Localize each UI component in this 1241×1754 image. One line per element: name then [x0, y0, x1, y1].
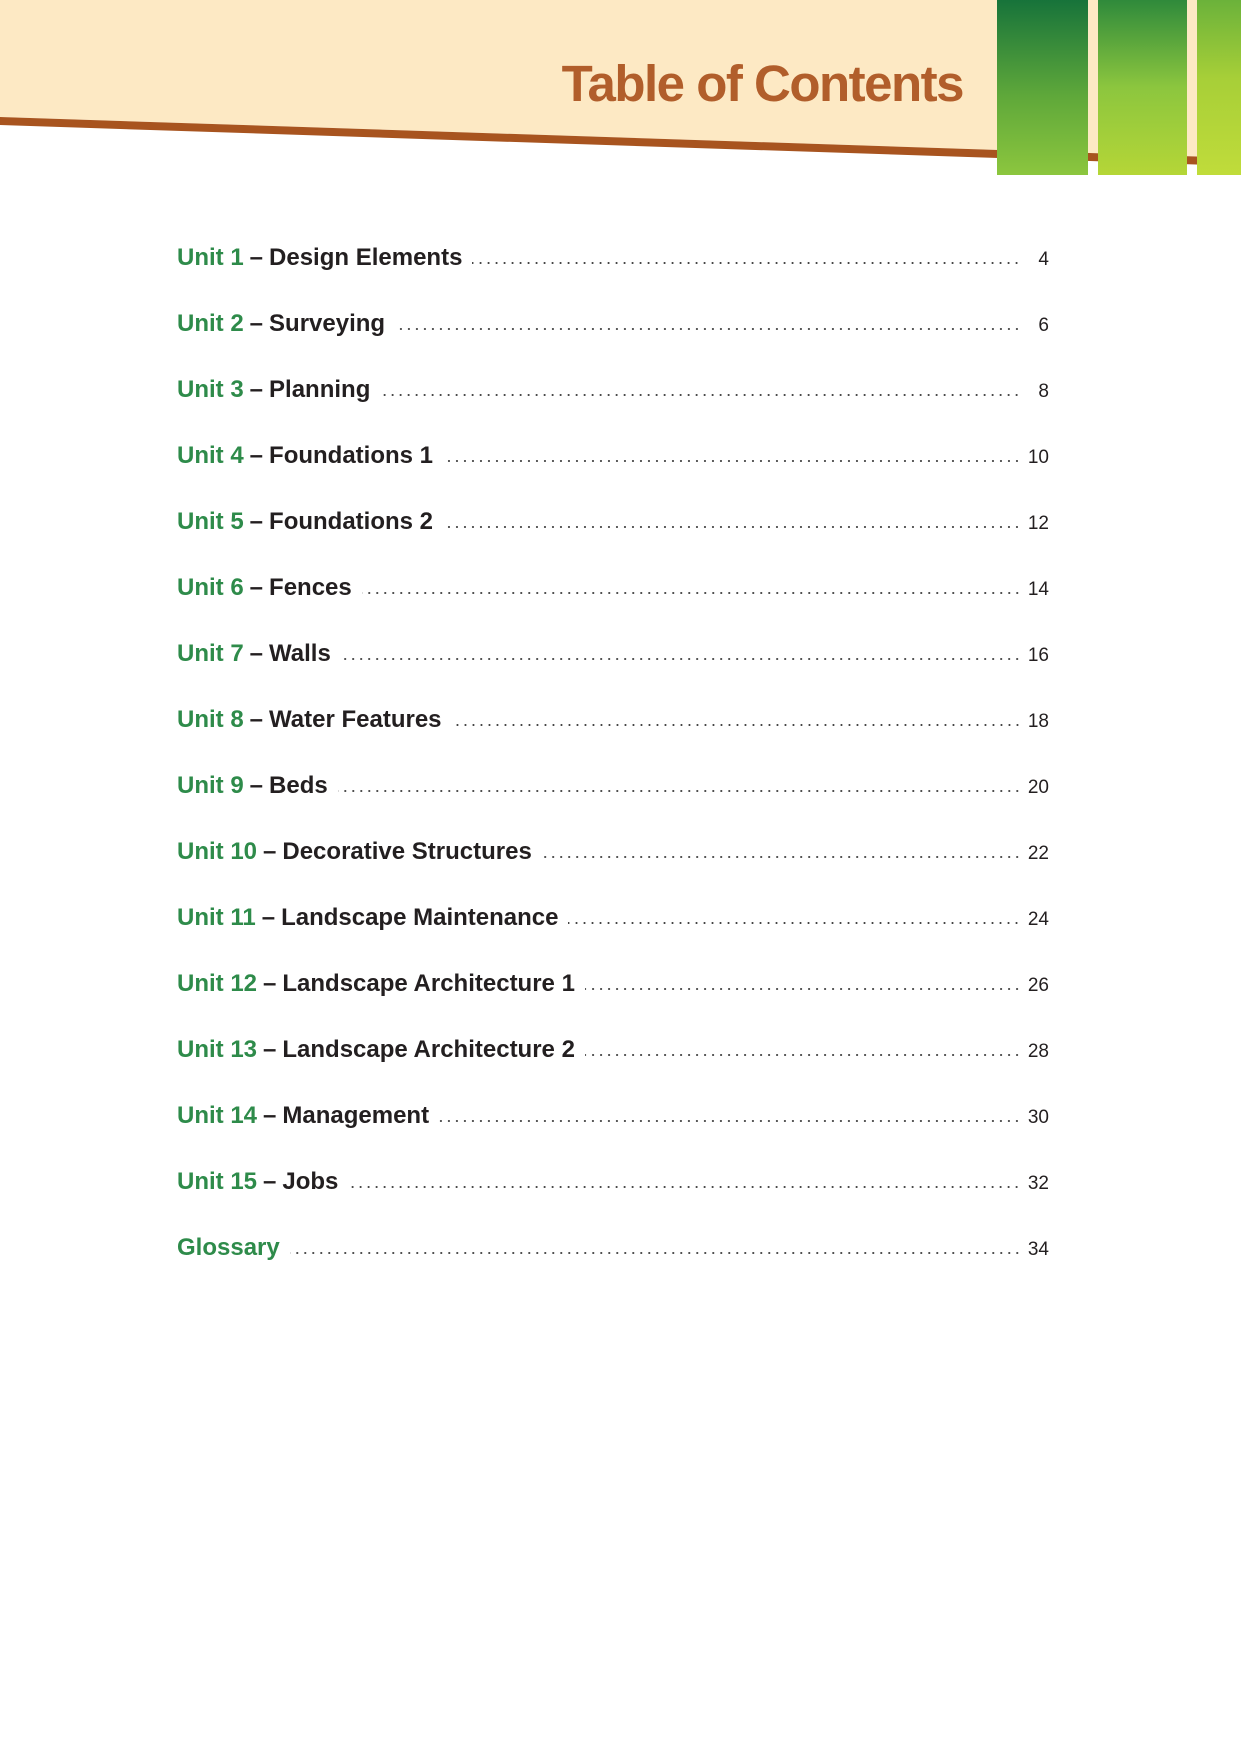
toc-page-number: 16 — [1027, 645, 1049, 666]
toc-entry-title: Landscape Maintenance — [281, 904, 559, 931]
toc-entry[interactable] — [177, 1102, 1049, 1168]
toc-unit-label: Unit 3 — [177, 376, 244, 403]
toc-entry[interactable] — [177, 574, 1049, 640]
toc-entry[interactable] — [177, 970, 1049, 1036]
toc-separator: – — [263, 1102, 277, 1129]
toc-entry[interactable] — [177, 706, 1049, 772]
toc-page-number: 28 — [1027, 1041, 1049, 1062]
dot-leader — [290, 1252, 1021, 1254]
green-stripe-2 — [1098, 0, 1187, 175]
dot-leader — [439, 1120, 1021, 1122]
toc-entry-title: Beds — [269, 772, 328, 799]
toc-page-number: 6 — [1038, 315, 1049, 336]
toc-separator: – — [263, 1036, 277, 1063]
toc-page-number: 24 — [1027, 909, 1049, 930]
toc-separator: – — [249, 508, 264, 535]
page-title: Table of Contents — [561, 55, 963, 112]
toc-entry[interactable] — [177, 1234, 1049, 1300]
toc-entry-title: Planning — [269, 376, 371, 403]
toc-unit-label: Unit 9 — [177, 772, 244, 799]
toc-page-number: 18 — [1027, 711, 1049, 732]
toc-entry[interactable] — [177, 838, 1049, 904]
toc-unit-label: Unit 2 — [177, 310, 244, 337]
toc-page-number: 30 — [1027, 1107, 1049, 1128]
toc-page-number: 4 — [1038, 249, 1049, 270]
toc-entry-title: Foundations 2 — [269, 508, 434, 535]
toc-entry[interactable] — [177, 244, 1049, 310]
toc-separator: – — [249, 574, 264, 601]
toc-unit-label: Unit 6 — [177, 574, 244, 601]
toc-separator: – — [261, 904, 276, 931]
toc-unit-label: Unit 14 — [177, 1102, 258, 1129]
dot-leader — [472, 262, 1021, 264]
toc-unit-label: Unit 12 — [177, 970, 258, 997]
toc-unit-label: Unit 1 — [177, 244, 244, 271]
toc-entry-title: Design Elements — [269, 244, 463, 271]
dot-leader — [452, 724, 1021, 726]
dot-leader — [380, 394, 1021, 396]
toc-page-number: 34 — [1027, 1239, 1049, 1260]
toc-separator: – — [249, 376, 264, 403]
toc-unit-label: Unit 7 — [177, 640, 244, 667]
dot-leader — [338, 790, 1021, 792]
toc-entry[interactable] — [177, 904, 1049, 970]
toc-unit-label: Unit 4 — [177, 442, 244, 469]
dot-leader — [341, 658, 1021, 660]
toc-entry-title: Decorative Structures — [282, 838, 532, 865]
table-of-contents — [177, 244, 1049, 1300]
toc-separator: – — [249, 442, 264, 469]
toc-entry[interactable] — [177, 772, 1049, 838]
toc-page-number: 22 — [1027, 843, 1049, 864]
toc-page-number: 26 — [1027, 975, 1049, 996]
toc-page-number: 10 — [1027, 447, 1049, 468]
toc-entry[interactable] — [177, 442, 1049, 508]
dot-leader — [443, 526, 1021, 528]
toc-unit-label: Unit 13 — [177, 1036, 258, 1063]
toc-page-number: 12 — [1027, 513, 1049, 534]
dot-leader — [395, 328, 1021, 330]
dot-leader — [443, 460, 1021, 462]
toc-unit-label: Unit 8 — [177, 706, 244, 733]
toc-unit-label: Unit 11 — [177, 904, 256, 931]
toc-entry-title: Landscape Architecture 1 — [282, 970, 575, 997]
dot-leader — [568, 922, 1021, 924]
toc-page-number: 14 — [1027, 579, 1049, 600]
dot-leader — [348, 1186, 1021, 1188]
toc-entry-title: Surveying — [269, 310, 386, 337]
toc-unit-label: Unit 5 — [177, 508, 244, 535]
toc-unit-label: Unit 10 — [177, 838, 258, 865]
toc-entry-title: Management — [282, 1102, 430, 1129]
toc-separator: – — [249, 310, 264, 337]
toc-page-number: 32 — [1027, 1173, 1049, 1194]
toc-separator: – — [249, 706, 264, 733]
toc-entry-title: Foundations 1 — [269, 442, 434, 469]
dot-leader — [585, 988, 1021, 990]
toc-separator: – — [249, 772, 264, 799]
toc-entry[interactable] — [177, 310, 1049, 376]
toc-entry[interactable] — [177, 1036, 1049, 1102]
toc-entry[interactable] — [177, 376, 1049, 442]
green-stripe-1 — [997, 0, 1088, 175]
toc-separator: – — [263, 970, 277, 997]
toc-entry-title: Jobs — [282, 1168, 339, 1195]
toc-entry[interactable] — [177, 508, 1049, 574]
toc-separator: – — [263, 1168, 277, 1195]
toc-separator: – — [263, 838, 277, 865]
toc-separator: – — [249, 640, 264, 667]
toc-unit-label: Glossary — [177, 1234, 280, 1261]
toc-separator: – — [249, 244, 264, 271]
toc-entry[interactable] — [177, 1168, 1049, 1234]
dot-leader — [542, 856, 1021, 858]
toc-entry-title: Fences — [269, 574, 352, 601]
toc-page-number: 8 — [1038, 381, 1049, 402]
toc-entry-title: Water Features — [269, 706, 442, 733]
toc-entry[interactable] — [177, 640, 1049, 706]
dot-leader — [362, 592, 1021, 594]
dot-leader — [585, 1054, 1021, 1056]
toc-entry-title: Walls — [269, 640, 331, 667]
toc-unit-label: Unit 15 — [177, 1168, 258, 1195]
toc-entry-title: Landscape Architecture 2 — [282, 1036, 575, 1063]
green-stripe-3 — [1197, 0, 1241, 175]
toc-page-number: 20 — [1027, 777, 1049, 798]
